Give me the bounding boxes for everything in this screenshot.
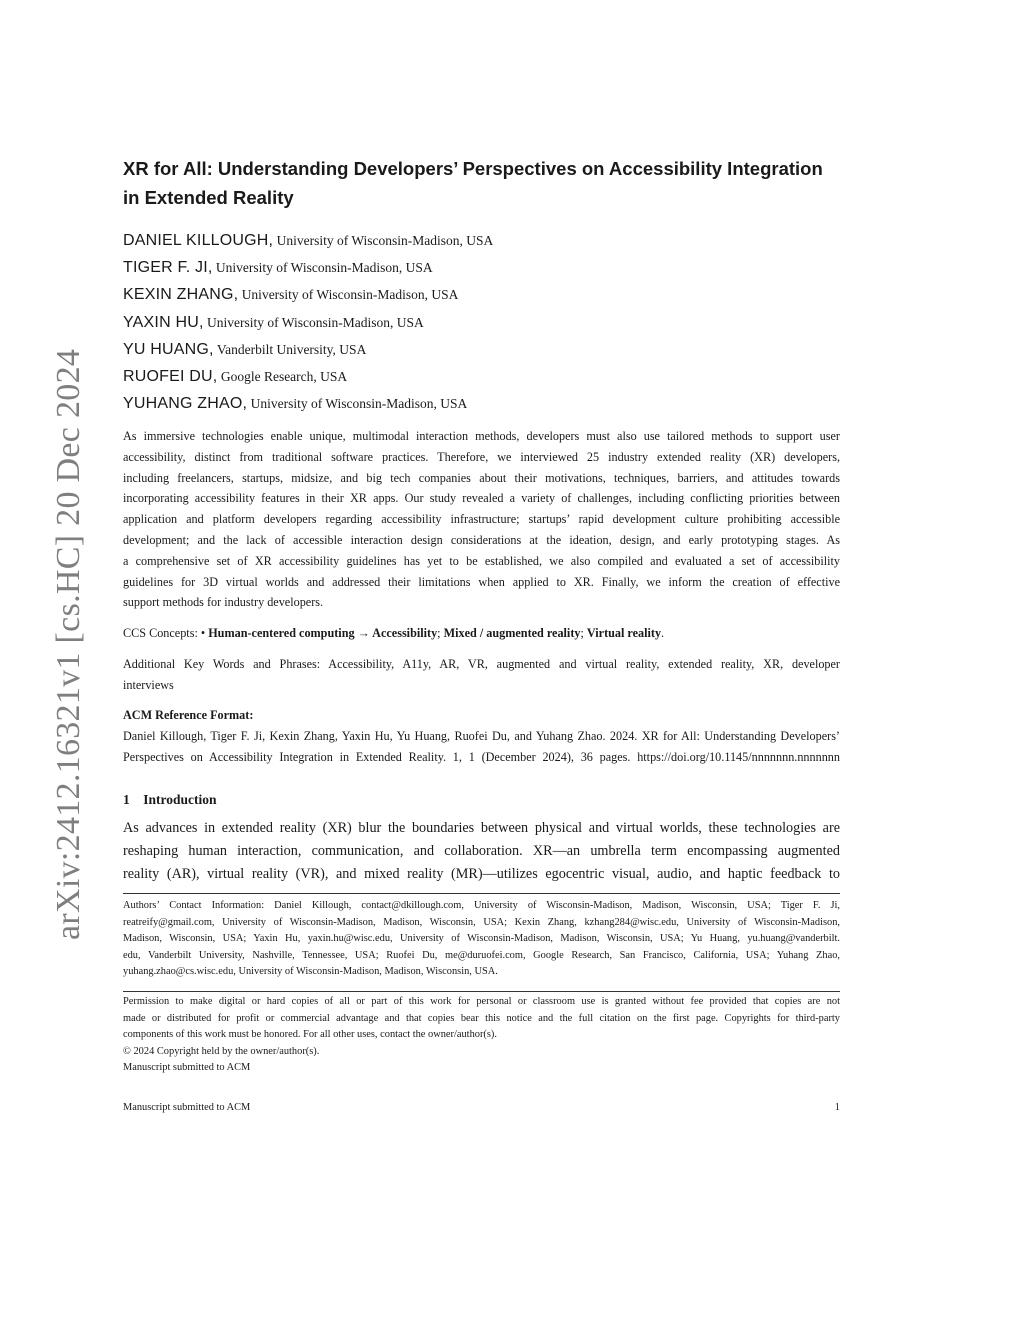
author-name: YAXIN HU, — [123, 313, 204, 331]
footnote-divider — [123, 893, 840, 894]
ccs-concept: Mixed / augmented reality — [443, 626, 581, 640]
body-line: reality (AR), virtual reality (VR), and mixed reality (MR)—utilizes egocentric visual, audio, and haptic feedback to — [123, 866, 840, 882]
abstract — [123, 426, 840, 613]
permission-line: made or distributed for profit or commercial advantage and that copies bear this notice and the full citation on the first page. Copyrights for third-party — [123, 1012, 840, 1024]
permission-line: Permission to make digital or hard copies of all or part of this work for personal or classroom use is granted without fee provided that copies are not — [123, 996, 840, 1007]
contact-line: reatreify@gmail.com, University of Wisconsin-Madison, Madison, Wisconsin, USA; Kexin Zhang, kzhang284@wisc.edu, University of Wisconsin-Madison, — [123, 916, 840, 928]
body-line: reshaping human interaction, communication, and collaboration. XR—an umbrella term encompassing augmented — [123, 843, 840, 859]
author-name: KEXIN ZHANG, — [123, 286, 239, 304]
author-affiliation: University of Wisconsin-Madison, USA — [203, 314, 424, 330]
contact-line: Madison, Wisconsin, USA; Yaxin Hu, yaxin.hu@wisc.edu, University of Wisconsin-Madison, Madison, Wisconsin, USA; Yu Huang, yu.huang@vanderbilt. — [123, 933, 840, 945]
ccs-concept: Virtual reality — [586, 626, 662, 640]
separator: ; — [580, 626, 587, 640]
contact-line: edu, Vanderbilt University, Nashville, Tennessee, USA; Ruofei Du, me@duruofei.com, Google Research, San Francisco, California, USA; Yuhang Zhao, — [123, 949, 840, 961]
permission-line: Manuscript submitted to ACM — [123, 1062, 251, 1074]
abstract-line: including freelancers, startups, midsize, and big tech companies about their motivations, techniques, barriers, and attitudes towards — [123, 470, 840, 485]
author-affiliation: University of Wisconsin-Madison, USA — [273, 233, 494, 248]
author-list — [123, 227, 840, 417]
acm-reference — [123, 705, 840, 767]
ccs-label: CCS Concepts: • — [123, 626, 209, 640]
keywords — [123, 654, 840, 696]
author-affiliation: Vanderbilt University, USA — [213, 341, 367, 357]
author-name: RUOFEI DU, — [123, 368, 218, 386]
author-affiliation: University of Wisconsin-Madison, USA — [247, 396, 468, 412]
contact-line: Authors’ Contact Information: Daniel Killough, contact@dkillough.com, University of Wisconsin-Madison, Madison, Wisconsin, USA; Tiger F. Ji, — [123, 900, 840, 911]
acm-reference-heading: ACM Reference Format: — [123, 708, 254, 722]
author-affiliation: University of Wisconsin-Madison, USA — [238, 287, 459, 303]
body-line: As advances in extended reality (XR) blur the boundaries between physical and virtual worlds, these technologies are — [123, 820, 840, 836]
abstract-line: accessibility, distinct from traditional software practices. Therefore, we interviewed 25 industry extended reality (XR) developers, — [123, 449, 840, 464]
author-entry — [123, 227, 840, 254]
author-name: YU HUANG, — [123, 340, 214, 358]
author-entry — [123, 309, 840, 336]
introduction-body — [123, 817, 840, 886]
permission-line: © 2024 Copyright held by the owner/author(s). — [123, 1045, 320, 1057]
author-entry — [123, 390, 840, 417]
period: . — [661, 626, 665, 640]
author-name: TIGER F. JI, — [123, 259, 213, 277]
abstract-line: As immersive technologies enable unique, multimodal interaction methods, developers must also use tailored methods to support user — [123, 429, 840, 443]
separator: ; — [437, 626, 444, 640]
author-affiliation: Google Research, USA — [217, 369, 348, 385]
author-entry — [123, 281, 840, 308]
keywords-line: Additional Key Words and Phrases: Accessibility, A11y, AR, VR, augmented and virtual reality, extended reality, XR, developer — [123, 657, 840, 671]
abstract-line: support methods for industry developers. — [123, 595, 324, 610]
keywords-line: interviews — [123, 677, 174, 692]
permission-line: components of this work must be honored. For all other uses, contact the owner/author(s). — [123, 1029, 497, 1041]
paper-title — [123, 154, 840, 212]
acm-reference-line: Perspectives on Accessibility Integration in Extended Reality. 1, 1 (December 2024), 36 pages. https://doi.org/10.1145/nnnnnnn.nnnnnnn — [123, 749, 840, 764]
author-entry — [123, 254, 840, 281]
arxiv-stamp: arXiv:2412.16321v1 [cs.HC] 20 Dec 2024 — [50, 348, 87, 940]
author-affiliation: University of Wisconsin-Madison, USA — [212, 260, 433, 276]
abstract-line: incorporating accessibility features in their XR apps. Our study revealed a variety of challenges, including conflicting priorities between — [123, 491, 840, 506]
abstract-line: a comprehensive set of XR accessibility guidelines has yet to be established, we also compiled and evaluated a set of accessibility — [123, 553, 840, 568]
page-number: 1 — [834, 1102, 840, 1113]
page-footer — [123, 1100, 840, 1116]
footer-venue: Manuscript submitted to ACM — [123, 1102, 251, 1113]
author-name: YUHANG ZHAO, — [123, 395, 248, 413]
permission-notice — [123, 994, 840, 1077]
section-heading-introduction: 1 Introduction — [123, 792, 217, 807]
acm-reference-line: Daniel Killough, Tiger F. Ji, Kexin Zhang, Yaxin Hu, Yu Huang, Ruofei Du, and Yuhang Zhao. 2024. XR for All: Understanding Developers’ — [123, 728, 840, 743]
abstract-line: application and platform developers regarding accessibility infrastructure; startups’ rapid development culture prohibiting accessible — [123, 512, 840, 527]
ccs-concepts — [123, 623, 840, 644]
author-entry — [123, 363, 840, 390]
abstract-line: guidelines for 3D virtual worlds and addressed their limitations when applied to XR. Finally, we inform the creation of effective — [123, 574, 840, 589]
author-contact-info — [123, 898, 840, 981]
ccs-concept: Human-centered computing → Accessibility — [208, 626, 438, 640]
permission-divider — [123, 991, 840, 992]
author-entry — [123, 336, 840, 363]
title-line: in Extended Reality — [123, 187, 294, 208]
author-name: DANIEL KILLOUGH, — [123, 232, 274, 249]
abstract-line: development; and the lack of accessible interaction design considerations at the ideation, design, and early prototyping stages. As — [123, 532, 840, 547]
contact-line: yuhang.zhao@cs.wisc.edu, University of Wisconsin-Madison, Madison, Wisconsin, USA. — [123, 966, 498, 978]
title-line: XR for All: Understanding Developers’ Perspectives on Accessibility Integration — [123, 158, 823, 179]
